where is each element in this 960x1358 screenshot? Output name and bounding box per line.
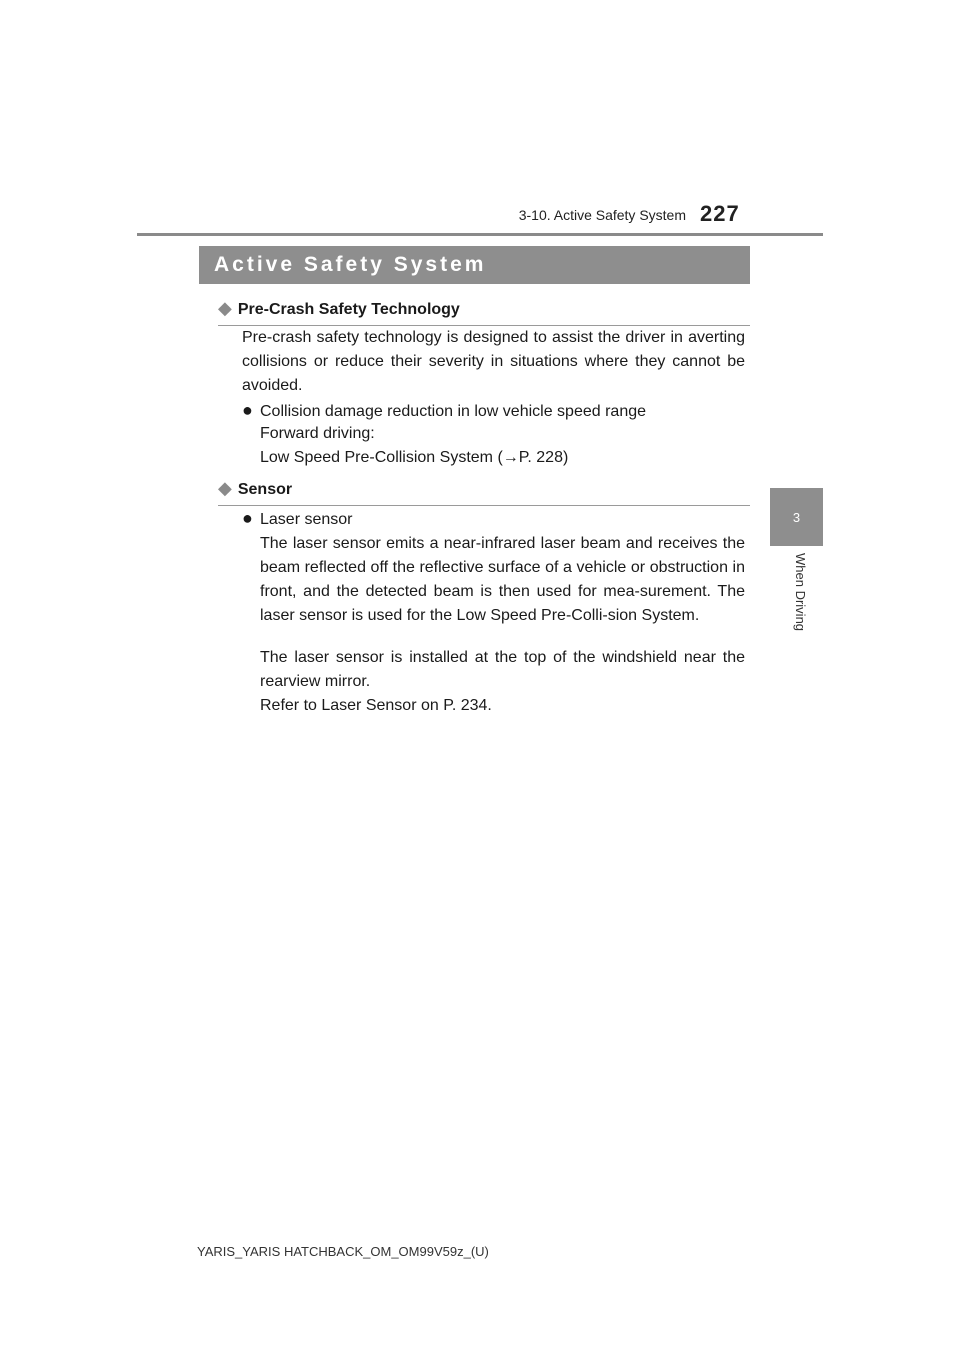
reference-text: Refer to Laser Sensor on P. 234. <box>260 697 492 714</box>
sub-line-reference: Low Speed Pre-Collision System (→P. 228) <box>260 449 569 466</box>
bullet-text: Collision damage reduction in low vehicle speed range <box>260 403 647 420</box>
section-heading-sensor <box>218 478 750 506</box>
chapter-number: 3 <box>792 509 801 525</box>
footer-doc-code: YARIS_YARIS HATCHBACK_OM_OM99V59z_(U) <box>197 1244 489 1259</box>
sub-text-forward-driving <box>260 422 745 470</box>
chapter-tab <box>770 488 823 546</box>
bullet-item <box>242 506 745 532</box>
page-number: 227 <box>700 201 740 226</box>
section-heading-pre-crash <box>218 298 750 326</box>
bullet-text: Laser sensor <box>260 511 353 528</box>
paragraph-pre-crash-intro: Pre-crash safety technology is designed to assist the driver in averting collisions or reduce their severity in situations where they cannot be avoided. <box>242 329 745 394</box>
chapter-label: When Driving <box>793 553 808 632</box>
location-text: The laser sensor is installed at the top of the windshield near the rearview mirror. <box>260 649 745 690</box>
section-heading-text: Sensor <box>237 481 293 498</box>
header-divider <box>137 233 823 236</box>
bullet-item <box>242 398 745 424</box>
round-bullet-icon: ● <box>242 508 253 528</box>
diamond-bullet-icon: ◆ <box>218 478 232 498</box>
header-section-title: 3-10. Active Safety System <box>518 207 686 223</box>
section-banner <box>199 246 750 284</box>
paragraph-laser-sensor-location <box>260 646 745 718</box>
round-bullet-icon: ● <box>242 400 253 420</box>
diamond-bullet-icon: ◆ <box>218 298 232 318</box>
section-heading-text: Pre-Crash Safety Technology <box>237 301 460 318</box>
paragraph-laser-sensor-description: The laser sensor emits a near-infrared laser beam and receives the beam reflected off the reflective surface of a vehicle or obstruction in front, and the detected beam is then used for mea-surement. The laser sensor is used for the Low Speed Pre-Colli-sion System. <box>260 535 745 624</box>
banner-title: Active Safety System <box>214 253 487 276</box>
sub-line: Forward driving: <box>260 425 375 442</box>
